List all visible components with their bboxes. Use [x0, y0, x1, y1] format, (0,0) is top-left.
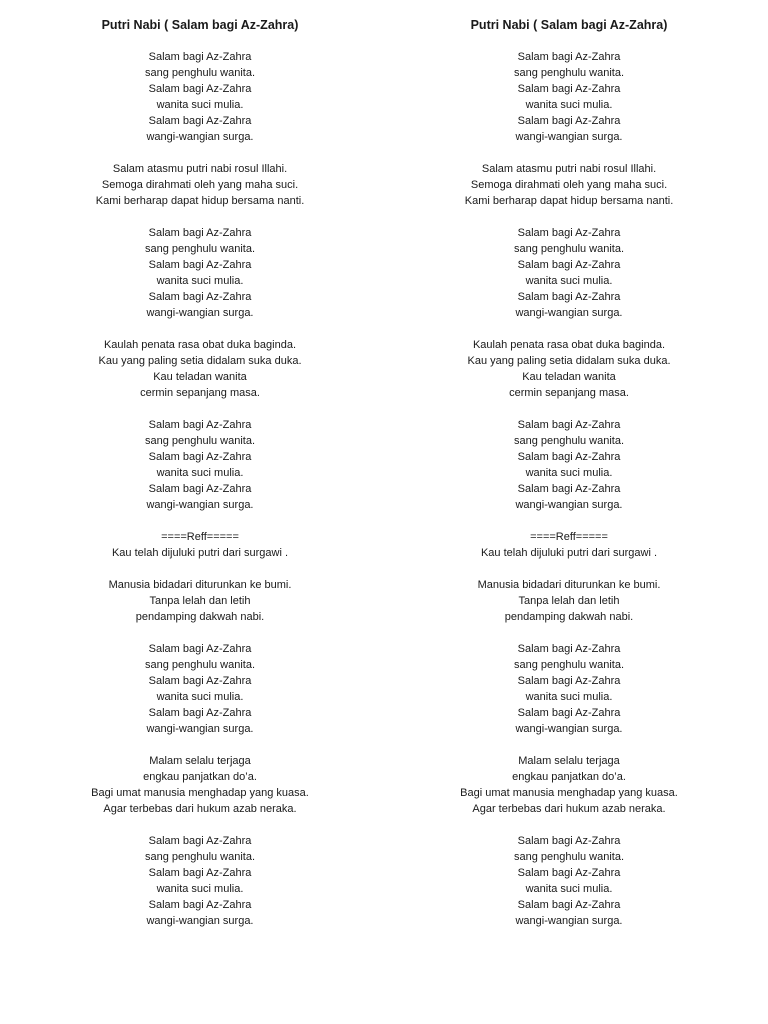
stanza: [404, 641, 734, 737]
lyric-line: wanita suci mulia.: [156, 275, 244, 287]
lyric-line: wangi-wangian surga.: [515, 131, 623, 143]
stanza: [35, 833, 365, 929]
lyric-line: Kami berharap dapat hidup bersama nanti.: [95, 195, 305, 207]
lyric-line: pendamping dakwah nabi.: [135, 611, 265, 623]
lyric-line: sang penghulu wanita.: [513, 659, 625, 671]
lyric-line: Salam bagi Az-Zahra: [148, 643, 252, 655]
lyric-line: wangi-wangian surga.: [146, 307, 254, 319]
stanza: [404, 577, 734, 625]
lyric-line: sang penghulu wanita.: [513, 243, 625, 255]
stanza: [35, 225, 365, 321]
lyric-line: sang penghulu wanita.: [144, 851, 256, 863]
stanza: [404, 753, 734, 817]
lyric-line: Salam bagi Az-Zahra: [517, 451, 621, 463]
lyric-line: Salam bagi Az-Zahra: [148, 115, 252, 127]
stanza: [35, 577, 365, 625]
lyric-line: Salam bagi Az-Zahra: [148, 51, 252, 63]
song-title: Putri Nabi ( Salam bagi Az-Zahra): [101, 18, 299, 32]
lyric-line: Salam bagi Az-Zahra: [517, 259, 621, 271]
lyric-line: Semoga dirahmati oleh yang maha suci.: [470, 179, 668, 191]
lyric-line: Salam bagi Az-Zahra: [517, 115, 621, 127]
lyric-line: Salam bagi Az-Zahra: [517, 483, 621, 495]
stanza: [404, 49, 734, 145]
lyric-line: Malam selalu terjaga: [149, 755, 251, 767]
lyric-line: Semoga dirahmati oleh yang maha suci.: [101, 179, 299, 191]
lyric-line: Kau teladan wanita: [153, 371, 247, 383]
lyric-line: Salam bagi Az-Zahra: [148, 835, 252, 847]
stanza: [404, 337, 734, 401]
lyric-line: Kau yang paling setia didalam suka duka.: [98, 355, 302, 367]
lyric-line: sang penghulu wanita.: [144, 67, 256, 79]
lyric-line: Kau telah dijuluki putri dari surgawi .: [111, 547, 289, 559]
lyric-line: wangi-wangian surga.: [146, 915, 254, 927]
stanza: [35, 641, 365, 737]
lyric-line: wanita suci mulia.: [156, 99, 244, 111]
lyric-line: sang penghulu wanita.: [144, 659, 256, 671]
lyric-line: wangi-wangian surga.: [515, 499, 623, 511]
lyric-line: Kaulah penata rasa obat duka baginda.: [103, 339, 297, 351]
lyric-line: wanita suci mulia.: [525, 883, 613, 895]
lyric-line: wanita suci mulia.: [525, 275, 613, 287]
lyric-line: engkau panjatkan do’a.: [143, 771, 257, 783]
lyric-line: Agar terbebas dari hukum azab neraka.: [103, 803, 297, 815]
lyric-line: cermin sepanjang masa.: [509, 387, 629, 399]
lyric-line: Salam bagi Az-Zahra: [517, 835, 621, 847]
stanza: [35, 161, 365, 209]
lyric-line: Salam atasmu putri nabi rosul Illahi.: [481, 163, 657, 175]
lyric-line: Kami berharap dapat hidup bersama nanti.: [464, 195, 674, 207]
lyric-line: wangi-wangian surga.: [146, 131, 254, 143]
lyric-line: sang penghulu wanita.: [144, 243, 256, 255]
lyric-line: Salam bagi Az-Zahra: [517, 643, 621, 655]
lyric-line: sang penghulu wanita.: [513, 851, 625, 863]
lyric-line: sang penghulu wanita.: [144, 435, 256, 447]
stanza: [404, 417, 734, 513]
lyric-line: Salam bagi Az-Zahra: [148, 867, 252, 879]
lyric-line: Salam bagi Az-Zahra: [148, 227, 252, 239]
lyric-line: Salam bagi Az-Zahra: [148, 675, 252, 687]
lyric-line: Salam bagi Az-Zahra: [148, 899, 252, 911]
lyric-line: wangi-wangian surga.: [515, 915, 623, 927]
lyric-line: wangi-wangian surga.: [146, 723, 254, 735]
stanza: [35, 337, 365, 401]
lyric-line: wangi-wangian surga.: [515, 723, 623, 735]
stanza: [35, 753, 365, 817]
lyric-line: engkau panjatkan do’a.: [512, 771, 626, 783]
stanza: [35, 529, 365, 561]
lyric-line: Bagi umat manusia menghadap yang kuasa.: [460, 787, 678, 799]
lyrics-column-right: [404, 14, 734, 929]
lyric-line: Salam bagi Az-Zahra: [517, 419, 621, 431]
lyric-line: Malam selalu terjaga: [518, 755, 620, 767]
stanza: [404, 833, 734, 929]
lyric-line: Salam bagi Az-Zahra: [148, 83, 252, 95]
lyric-line: cermin sepanjang masa.: [140, 387, 260, 399]
lyric-line: wangi-wangian surga.: [146, 499, 254, 511]
lyric-line: Salam bagi Az-Zahra: [517, 899, 621, 911]
stanza-list: [404, 49, 734, 929]
lyric-line: Salam bagi Az-Zahra: [148, 291, 252, 303]
lyric-line: wanita suci mulia.: [525, 691, 613, 703]
lyric-line: wanita suci mulia.: [156, 883, 244, 895]
lyric-line: Kau yang paling setia didalam suka duka.: [467, 355, 671, 367]
lyric-line: Salam bagi Az-Zahra: [148, 707, 252, 719]
stanza-list: [35, 49, 365, 929]
lyric-line: pendamping dakwah nabi.: [504, 611, 634, 623]
lyric-line: Salam bagi Az-Zahra: [148, 483, 252, 495]
lyric-line: Salam bagi Az-Zahra: [517, 227, 621, 239]
lyric-line: Salam bagi Az-Zahra: [517, 867, 621, 879]
lyric-line: wanita suci mulia.: [525, 467, 613, 479]
lyric-line: Salam bagi Az-Zahra: [148, 451, 252, 463]
lyric-line: Tanpa lelah dan letih: [149, 595, 251, 607]
lyric-line: Salam bagi Az-Zahra: [517, 675, 621, 687]
stanza: [404, 161, 734, 209]
lyric-line: Salam bagi Az-Zahra: [517, 51, 621, 63]
lyric-line: wanita suci mulia.: [156, 467, 244, 479]
lyric-line: Tanpa lelah dan letih: [518, 595, 620, 607]
stanza: [35, 49, 365, 145]
lyrics-column-left: [35, 14, 365, 929]
lyric-line: Salam atasmu putri nabi rosul Illahi.: [112, 163, 288, 175]
lyric-line: Agar terbebas dari hukum azab neraka.: [472, 803, 666, 815]
lyric-line: Manusia bidadari diturunkan ke bumi.: [108, 579, 292, 591]
lyric-line: Kaulah penata rasa obat duka baginda.: [472, 339, 666, 351]
lyric-line: Kau teladan wanita: [522, 371, 616, 383]
lyric-line: wanita suci mulia.: [525, 99, 613, 111]
lyric-line: wangi-wangian surga.: [515, 307, 623, 319]
lyric-line: ====Reff=====: [530, 531, 608, 543]
lyric-line: Salam bagi Az-Zahra: [517, 83, 621, 95]
song-title: Putri Nabi ( Salam bagi Az-Zahra): [470, 18, 668, 32]
lyric-line: Salam bagi Az-Zahra: [148, 419, 252, 431]
stanza: [404, 225, 734, 321]
lyric-line: Bagi umat manusia menghadap yang kuasa.: [91, 787, 309, 799]
lyric-line: Salam bagi Az-Zahra: [517, 291, 621, 303]
lyric-line: Salam bagi Az-Zahra: [517, 707, 621, 719]
lyric-line: Kau telah dijuluki putri dari surgawi .: [480, 547, 658, 559]
lyric-line: Salam bagi Az-Zahra: [148, 259, 252, 271]
stanza: [404, 529, 734, 561]
lyric-line: Manusia bidadari diturunkan ke bumi.: [477, 579, 661, 591]
stanza: [35, 417, 365, 513]
lyric-line: ====Reff=====: [161, 531, 239, 543]
lyric-line: sang penghulu wanita.: [513, 435, 625, 447]
lyric-line: wanita suci mulia.: [156, 691, 244, 703]
lyric-line: sang penghulu wanita.: [513, 67, 625, 79]
